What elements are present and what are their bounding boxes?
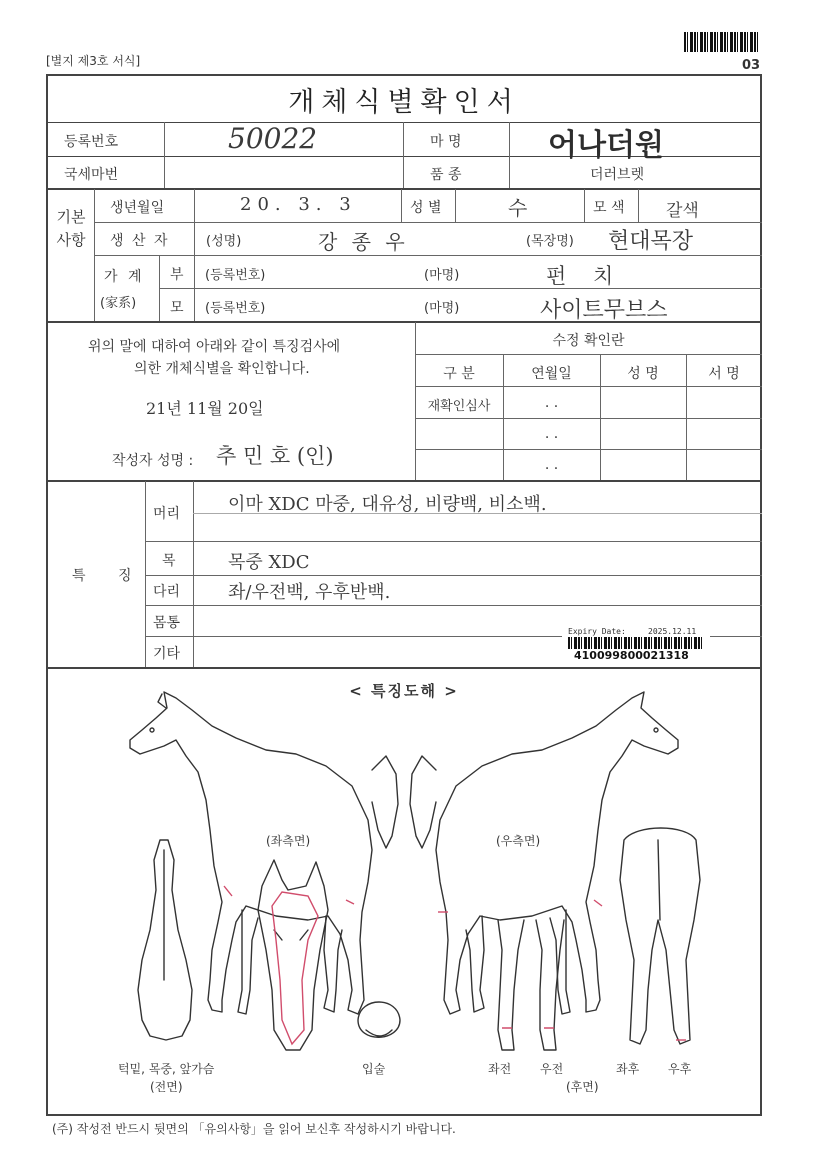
dam-name-value: 사이트무브스 — [540, 298, 668, 323]
rear-view-outline — [620, 828, 700, 1044]
footer-note: (주) 작성전 반드시 뒷면의 「유의사항」을 읽어 보신후 작성하시기 바랍니다. — [52, 1122, 456, 1136]
revision-row-date: . . — [544, 395, 559, 411]
horse-name-label: 마 명 — [430, 134, 462, 150]
breeder-name-label: (성명) — [206, 234, 242, 249]
reg-no-label: 등록번호 — [64, 134, 119, 150]
breeder-name-value: 강 종 우 — [318, 230, 409, 254]
feature-neck-label: 목 — [162, 553, 176, 569]
horse-diagram — [46, 690, 762, 1110]
coat-label: 모 색 — [593, 200, 625, 216]
right-hind-marking — [594, 900, 602, 906]
left-side-caption: (좌측면) — [266, 834, 311, 848]
intl-no-label: 국세마번 — [64, 167, 119, 183]
revision-header-date: 연월일 — [531, 366, 572, 382]
form-reference: [별지 제3호 서식] — [46, 54, 141, 68]
lips-caption: 입술 — [362, 1062, 386, 1076]
feature-leg-value: 좌/우전백, 우후반백. — [228, 582, 391, 603]
sire-name-value: 펀 치 — [546, 264, 624, 288]
revision-header-name: 성 명 — [627, 366, 659, 382]
confirm-date: 21년 11월 20일 — [146, 399, 264, 418]
revision-row-type: 재확인심사 — [427, 399, 491, 414]
diagram-title: < 특징도해 > — [349, 682, 459, 700]
feature-other-label: 기타 — [153, 646, 181, 662]
expiry-label: Expiry Date: — [568, 627, 626, 636]
front-face-outline — [258, 860, 328, 1050]
left-hind-caption: 좌후 — [616, 1062, 640, 1076]
breeder-label: 생 산 자 — [110, 233, 170, 249]
right-side-caption: (우측면) — [496, 834, 541, 848]
coat-value: 갈색 — [666, 201, 699, 221]
signer-name: 추 민 호 (인) — [216, 444, 334, 468]
right-hind-caption: 우후 — [668, 1062, 692, 1076]
dam-label: 모 — [170, 300, 184, 316]
expiry-sticker — [562, 626, 710, 666]
feature-head-value: 이마 XDC 마중, 대유성, 비량백, 비소백. — [228, 494, 547, 515]
sire-name-label: (마명) — [424, 268, 460, 283]
basic-info-label: 기본사항 — [56, 208, 86, 249]
left-hind-marking — [346, 900, 354, 904]
left-fore-caption: 좌전 — [488, 1062, 512, 1076]
sire-reg-label: (등록번호) — [205, 268, 266, 283]
features-label: 특 징 — [72, 568, 146, 584]
rear-view-caption: (후면) — [566, 1080, 599, 1094]
feature-head-label: 머리 — [153, 506, 181, 522]
right-fore-caption: 우전 — [540, 1062, 564, 1076]
feature-body-label: 몸통 — [153, 615, 181, 631]
revision-title: 수정 확인란 — [552, 333, 625, 349]
form-title: 개체식별확인서 — [288, 87, 520, 118]
left-side-horse-outline — [130, 692, 398, 1014]
signer-label: 작성자 성명 : — [112, 453, 194, 469]
breed-value: 더러브렛 — [590, 167, 645, 183]
marking-annotations — [224, 886, 686, 1044]
revision-row-date: . . — [544, 457, 559, 473]
right-side-horse-outline — [410, 692, 678, 1014]
expiry-code: 410099800021318 — [574, 649, 689, 662]
reg-no-value: 50022 — [228, 122, 318, 155]
revision-header-type: 구 분 — [443, 366, 475, 382]
birth-label: 생년월일 — [110, 200, 165, 216]
sire-label: 부 — [170, 267, 184, 283]
sex-label: 성 별 — [410, 200, 442, 216]
confirm-text-2: 의한 개체식별을 확인합니다. — [134, 361, 310, 377]
face-marking — [272, 892, 318, 1044]
pedigree-hanja: (家系) — [100, 296, 137, 311]
sex-value: 수 — [508, 196, 528, 220]
expiry-barcode — [568, 637, 704, 649]
dam-reg-label: (등록번호) — [205, 301, 266, 316]
feature-leg-label: 다리 — [153, 584, 181, 600]
feature-neck-value: 목중 XDC — [228, 552, 310, 573]
top-barcode — [684, 32, 760, 52]
horse-name-value: 어나더원 — [548, 128, 664, 163]
left-leg-marking — [224, 886, 232, 896]
front-view-caption: (전면) — [150, 1080, 183, 1094]
breed-label: 품 종 — [430, 167, 462, 183]
page-number: 03 — [742, 58, 761, 73]
dam-name-label: (마명) — [424, 301, 460, 316]
revision-row-date: . . — [544, 426, 559, 442]
revision-header-sign: 서 명 — [708, 366, 740, 382]
birth-value: 20. 3. 3 — [240, 194, 357, 215]
underside-caption: 턱밑, 목중, 앞가슴 — [118, 1062, 215, 1076]
front-legs-outline — [498, 920, 564, 1050]
expiry-date: 2025.12.11 — [648, 627, 697, 636]
confirm-text-1: 위의 말에 대하여 아래와 같이 특징검사에 — [88, 339, 341, 355]
underside-neck-outline — [138, 840, 192, 1040]
pedigree-label: 가 계 — [104, 269, 145, 285]
stud-name-label: (목장명) — [526, 234, 574, 249]
lips-outline — [358, 1002, 400, 1037]
stud-name-value: 현대목장 — [608, 229, 694, 254]
